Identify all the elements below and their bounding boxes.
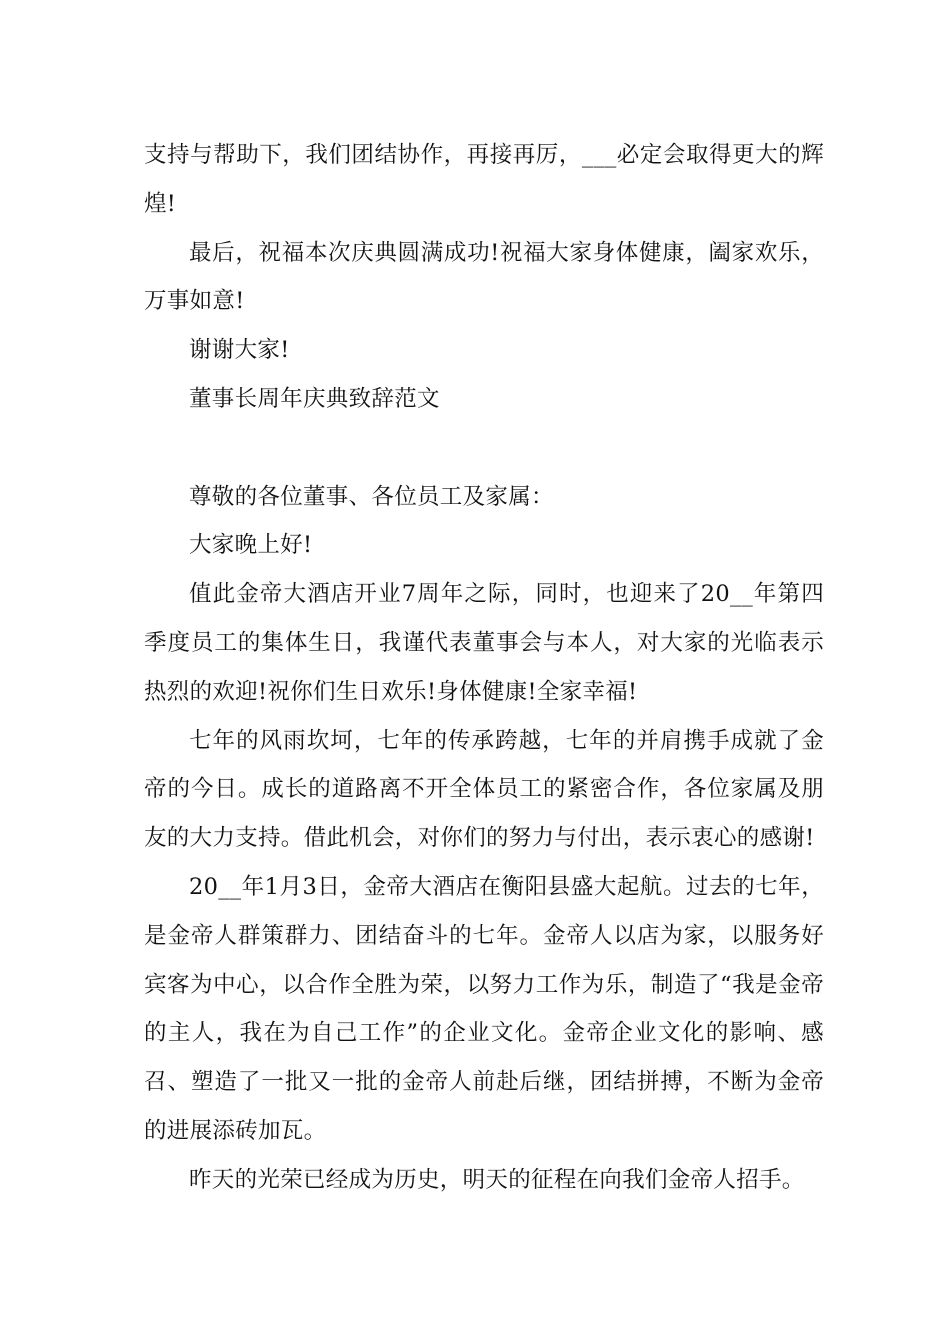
paragraph-salutation: 尊敬的各位董事、各位员工及家属：: [189, 483, 554, 510]
paragraph-seven-years: 七年的风雨坎坷，七年的传承跨越，七年的并肩携手成就了金帝的今日。成长的道路离不开全体员工的紧密合作，各位家属及朋友的大力支持。借此机会，对你们的努力与付出，表示衷心的感谢!: [144, 727, 824, 852]
paragraph-history: 20__年1月3日，金帝大酒店在衡阳县盛大起航。过去的七年，是金帝人群策群力、团结奋斗的七年。金帝人以店为家，以服务好宾客为中心，以合作全胜为荣，以努力工作为乐，制造了“我是金帝的主人，我在为自己工作”的企业文化。金帝企业文化的影响、感召、塑造了一批又一批的金帝人前赴后继，团结拼搏，不断为金帝的进展添砖加瓦。: [144, 873, 824, 1144]
paragraph-future: 昨天的光荣已经成为历史，明天的征程在向我们金帝人招手。: [189, 1166, 805, 1193]
paragraph-thanks: 谢谢大家!: [189, 337, 290, 364]
paragraph-anniversary: 值此金帝大酒店开业7周年之际，同时，也迎来了20__年第四季度员工的集体生日，我谨代表董事会与本人，对大家的光临表示热烈的欢迎!祝你们生日欢乐!身体健康!全家幸福!: [144, 581, 824, 705]
paragraph-blessing: 最后，祝福本次庆典圆满成功!祝福大家身体健康，阖家欢乐，万事如意!: [144, 239, 824, 315]
paragraph-greeting: 大家晚上好!: [189, 532, 313, 559]
blank-line: [144, 424, 824, 473]
document-body: [144, 131, 824, 1205]
paragraph-closing-continuation: 支持与帮助下，我们团结协作，再接再厉，___必定会取得更大的辉煌!: [144, 142, 824, 217]
section-title: 董事长周年庆典致辞范文: [189, 385, 440, 412]
